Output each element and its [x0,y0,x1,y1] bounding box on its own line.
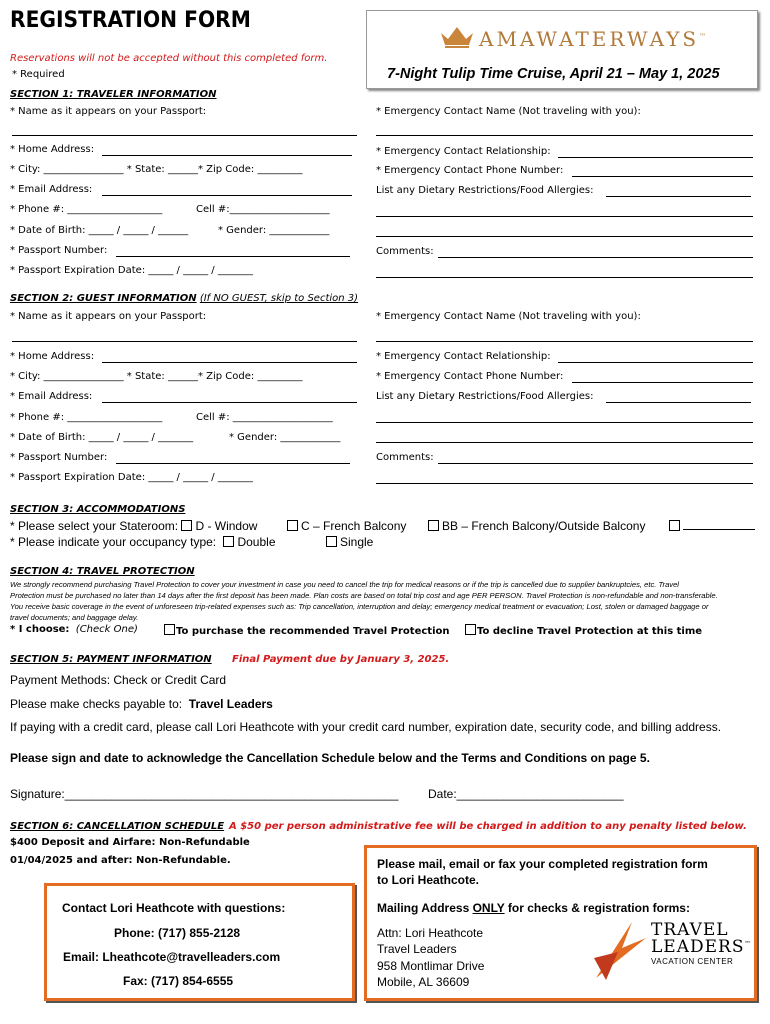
contact-fax: Fax: (717) 854-6555 [123,974,234,988]
brand-box [366,10,758,89]
section1-heading: SECTION 1: TRAVELER INFORMATION [10,89,217,100]
s3-occupancy-single: Single [326,535,373,549]
s2-diet-line2 [376,422,753,423]
s1-passport-exp: * Passport Expiration Date: _____ / _____ / _______ [10,265,253,276]
sign-note: Please sign and date to acknowledge the Cancellation Schedule below and the Terms and Conditions on page 5. [10,751,650,765]
s1-ec-rel-label: * Emergency Contact Relationship: [376,146,551,157]
stateroom-other-checkbox[interactable] [669,520,680,531]
s2-comments-label: Comments: [376,452,434,463]
stateroom-c-checkbox[interactable] [287,520,298,531]
s1-ec-name-line [376,135,753,136]
s2-ec-name-line [376,341,753,342]
s1-home-label: * Home Address: [10,144,95,155]
address-line-2: Travel Leaders [377,942,457,956]
final-payment-due: Final Payment due by January 3, 2025. [232,654,450,665]
section4-heading: SECTION 4: TRAVEL PROTECTION [10,566,195,577]
s2-passport-label: * Passport Number: [10,452,108,463]
brand-logo-text: AMAWATERWAYS™ [479,27,710,51]
deposit-policy: $400 Deposit and Airfare: Non-Refundable [10,837,250,848]
form-warning: Reservations will not be accepted without this completed form. [10,53,328,64]
s4-body-3: You receive basic coverage in the event of unforeseen trip-related expenses such as: Trip cancellation, interruption and delay; emergency medical treatment or evacuation; Lost, stolen or damaged baggage or [10,602,709,611]
s2-ec-name-label: * Emergency Contact Name (Not traveling with you): [376,311,641,322]
s3-stateroom-bb: BB – French Balcony/Outside Balcony [428,519,645,533]
s1-ec-phone-label: * Emergency Contact Phone Number: [376,165,564,176]
contact-box [44,883,355,1001]
s4-body-2: Protection must be purchased no later than 14 days after the first deposit has been made. Plan costs are based on total trip cost and age PER PERSON. Travel Protection is non-refundable and non-transferable. [10,591,718,600]
payment-methods: Payment Methods: Check or Credit Card [10,673,227,687]
s4-purchase-option: To purchase the recommended Travel Protection [164,624,450,637]
signature-line[interactable]: Signature:__________________________________________________ [10,787,399,801]
occupancy-double-checkbox[interactable] [223,536,234,547]
s3-stateroom-other [669,519,755,533]
s2-cell: Cell #: ____________________ [196,412,333,423]
s2-diet-label: List any Dietary Restrictions/Food Allergies: [376,391,594,402]
date-line[interactable]: Date:_________________________ [428,787,624,801]
s2-diet-line [606,402,751,403]
purchase-protection-checkbox[interactable] [164,624,175,635]
stateroom-bb-checkbox[interactable] [428,520,439,531]
s2-home-line [102,362,357,363]
s1-name-label: * Name as it appears on your Passport: [10,106,207,117]
s2-ec-phone-label: * Emergency Contact Phone Number: [376,371,564,382]
s1-diet-label: List any Dietary Restrictions/Food Allergies: [376,185,594,196]
s2-comments-line2 [376,483,753,484]
decline-protection-checkbox[interactable] [465,624,476,635]
contact-phone: Phone: (717) 855-2128 [114,926,241,940]
required-note: * Required [12,69,65,80]
s1-gender: * Gender: ____________ [218,225,330,236]
s1-ec-name-label: * Emergency Contact Name (Not traveling with you): [376,106,641,117]
address-line-4: Mobile, AL 36609 [377,975,470,989]
s2-diet-line3 [376,442,753,443]
s2-email-line [102,402,357,403]
admin-fee-note: A $50 per person administrative fee will be charged in addition to any penalty listed below. [229,821,747,832]
travel-leaders-arrow-icon [592,918,650,984]
s1-name-line [12,135,357,136]
contact-email[interactable]: Email: Lheathcote@travelleaders.com [63,950,281,964]
s2-city-state-zip: * City: ________________ * State: ______* Zip Code: _________ [10,371,303,382]
travel-leaders-logo-text: TRAVEL LEADERS™ VACATION CENTER [651,920,752,966]
s1-home-line [102,155,352,156]
mailing-address-heading: Mailing Address ONLY for checks & registration forms: [377,901,690,915]
s1-passport-line [116,256,350,257]
payable-to: Please make checks payable to: Travel Leaders [10,697,273,711]
s1-dob: * Date of Birth: _____ / _____ / ______ [10,225,189,236]
s2-ec-rel-label: * Emergency Contact Relationship: [376,351,551,362]
section3-heading: SECTION 3: ACCOMMODATIONS [10,504,186,515]
address-line-3: 958 Montlimar Drive [377,959,485,973]
s2-gender: * Gender: ____________ [229,432,341,443]
s2-ec-phone-line [572,382,753,383]
s1-email-line [102,195,352,196]
contact-title: Contact Lori Heathcote with questions: [62,901,286,915]
credit-card-note: If paying with a credit card, please call Lori Heathcote with your credit card number, expiration date, security code, and billing address. [10,720,722,734]
s4-decline-option: To decline Travel Protection at this time [465,624,702,637]
mail-intro-2: to Lori Heathcote. [377,873,480,887]
s1-email-label: * Email Address: [10,184,93,195]
s3-stateroom-row: * Please select your Stateroom: D - Window [10,519,258,533]
section5-heading: SECTION 5: PAYMENT INFORMATION [10,654,212,665]
s2-passport-exp: * Passport Expiration Date: _____ / _____ / _______ [10,472,253,483]
after-policy: 01/04/2025 and after: Non-Refundable. [10,855,231,866]
s3-occupancy-row: * Please indicate your occupancy type: Double [10,535,276,549]
cruise-title: 7-Night Tulip Time Cruise, April 21 – May 1, 2025 [387,66,720,82]
stateroom-d-checkbox[interactable] [181,520,192,531]
s3-stateroom-c: C – French Balcony [287,519,406,533]
s2-passport-line [116,463,350,464]
s1-ec-rel-line [558,157,753,158]
s1-comments-line2 [376,277,753,278]
s1-passport-label: * Passport Number: [10,245,108,256]
crown-logo-icon [439,25,475,49]
address-line-1: Attn: Lori Heathcote [377,926,484,940]
s1-diet-line2 [376,216,753,217]
page-title: REGISTRATION FORM [10,8,251,33]
s2-phone: * Phone #: ___________________ [10,412,163,423]
s2-name-label: * Name as it appears on your Passport: [10,311,207,322]
section6-heading: SECTION 6: CANCELLATION SCHEDULE [10,821,225,832]
mail-intro-1: Please mail, email or fax your completed registration form [377,857,708,871]
section2-heading: SECTION 2: GUEST INFORMATION (If NO GUEST, skip to Section 3) [10,293,359,304]
s2-home-label: * Home Address: [10,351,95,362]
s4-body-1: We strongly recommend purchasing Travel Protection to cover your investment in case you need to cancel the trip for medical reasons or if the trip is cancelled due to supplier bankruptcies, etc. Travel [10,580,679,589]
s2-email-label: * Email Address: [10,391,93,402]
s2-dob: * Date of Birth: _____ / _____ / _______ [10,432,194,443]
s1-comments-label: Comments: [376,246,434,257]
s1-diet-line [606,196,751,197]
s2-comments-line [438,463,753,464]
s1-phone: * Phone #: ___________________ [10,204,163,215]
s1-city-state-zip: * City: ________________ * State: ______* Zip Code: _________ [10,164,303,175]
s1-diet-line3 [376,236,753,237]
mail-box [364,845,757,1001]
s4-body-4: travel documents; and baggage delay. [10,613,139,622]
s1-cell: Cell #:____________________ [196,204,330,215]
s1-comments-line [438,257,753,258]
s2-name-line [12,341,357,342]
s1-ec-phone-line [572,176,753,177]
occupancy-single-checkbox[interactable] [326,536,337,547]
s4-choose: * I choose: (Check One) [10,624,138,635]
s2-ec-rel-line [558,362,753,363]
